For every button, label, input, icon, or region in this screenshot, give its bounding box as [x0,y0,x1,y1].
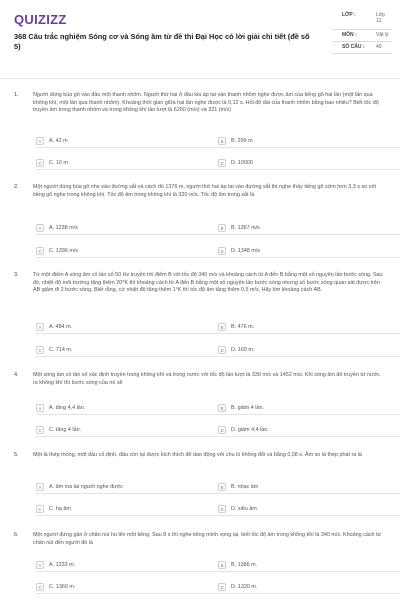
option-letter-badge: A [36,483,44,491]
option-d[interactable] [218,246,400,258]
meta-row-socau [332,42,392,54]
option-text: C. 1336 m/s [49,248,79,254]
option-a[interactable] [36,482,220,494]
option-letter-badge: C [36,247,44,255]
worksheet-header [14,10,389,72]
option-text: D. 1348 m/s [231,248,261,254]
option-a[interactable] [36,322,220,334]
meta-label-socau: SỐ CÂU : [342,44,365,50]
option-letter-badge: B [218,404,226,412]
option-text: A. 1333 m. [49,562,76,568]
option-letter-badge: B [218,224,226,232]
option-c[interactable] [36,345,220,357]
meta-label-lop: LỚP : [342,12,356,18]
option-text: D. 10000 [231,160,253,166]
option-text: B. nhạc âm [231,484,259,490]
question-number: 5. [14,452,19,458]
meta-value-lop: Lớp 12 [376,12,385,24]
option-text: A. tăng 4,4 lần. [49,405,86,411]
option-b[interactable] [218,223,400,235]
option-text: C. 1360 m. [49,584,76,590]
meta-panel [332,10,392,54]
option-text: C. 10 m [49,160,68,166]
option-d[interactable] [218,582,400,594]
option-letter-badge: C [36,505,44,513]
quizizz-logo: QUIZIZZ [14,12,67,27]
option-d[interactable] [218,158,400,170]
option-letter-badge: D [218,346,226,354]
option-b[interactable] [218,322,400,334]
option-text: D. giảm 4,4 lần. [231,427,269,433]
option-letter-badge: C [36,583,44,591]
meta-value-socau: 40 [376,44,382,50]
option-letter-badge: A [36,323,44,331]
option-d[interactable] [218,345,400,357]
option-text: B. giảm 4 lần. [231,405,264,411]
question-number: 3. [14,272,19,278]
option-a[interactable] [36,560,220,572]
question-text: Một sóng âm có tần số xác định truyền trong không khí và trong nước với tốc độ lần lượt là 330 m/s và 1452 m/s. Khi sóng âm đó truyền từ nước ra không khí thì bước sóng của nó sẽ [33,372,380,386]
option-c[interactable] [36,246,220,258]
question-text: Một người dùng búa gõ nhẹ vào đường sắt và cách đó 1376 m, người thứ hai áp tai vào đường sắt thì nghe thấy tiếng gõ sớm hơn 3,3 s so với tiếng gõ nghe trong không khí. Tốc độ âm trong không khí là 320 m/s. Tốc độ âm trong sắt là [33,184,377,198]
option-text: A. âm mà tai người nghe được [49,484,123,490]
option-letter-badge: D [218,247,226,255]
option-b[interactable] [218,403,400,415]
meta-label-mon: MÔN : [342,32,357,38]
option-letter-badge: D [218,583,226,591]
option-letter-badge: D [218,159,226,167]
question-number: 1. [14,92,19,98]
option-a[interactable] [36,403,220,415]
option-letter-badge: C [36,426,44,434]
option-d[interactable] [218,425,400,437]
meta-row-lop [332,10,392,30]
option-b[interactable] [218,136,400,148]
option-letter-badge: A [36,561,44,569]
option-c[interactable] [36,504,220,516]
option-c[interactable] [36,158,220,170]
meta-value-mon: Vật lý [376,32,389,38]
option-text: A. 1238 m/s [49,225,78,231]
option-letter-badge: B [218,483,226,491]
option-b[interactable] [218,482,400,494]
option-letter-badge: C [36,159,44,167]
question-text: Một người đứng gần ở chân núi hú lên một tiếng. Sau 8 s thì nghe tiếng mình vọng lại, biết tốc độ âm trong không khí là 340 m/s. Khoảng cách từ chân núi đến người đó là [33,532,382,546]
option-text: D. siêu âm [231,506,257,512]
option-text: B. 1386 m. [231,562,258,568]
option-letter-badge: B [218,323,226,331]
option-letter-badge: A [36,137,44,145]
option-text: B. 299 m [231,138,253,144]
option-letter-badge: A [36,404,44,412]
option-b[interactable] [218,560,400,572]
question-text: Một lá thép mỏng, một đầu cố định, đầu còn lại được kích thích để dao động với chu kì không đổi và bằng 0,08 s. Âm so lá thép phát ra là [33,452,362,458]
question-text: Từ một điểm A sóng âm có tần số 50 Hz truyền tới điểm B với tốc độ 340 m/s và khoảng cách từ A đến B bằng một số nguyên lần bước sóng. Sau đó, nhiệt độ môi trường tăng thêm 20°K thì khoảng cách từ A đến B bằng một số nguyên lần bước sóng nhưng số bước sóng quan sát được trên AB giảm đi 2 bước sóng. Biết rằng, cứ nhiệt độ tăng thêm 1°K thì tốc độ âm tăng thêm 0,5 m/s. Hãy tìm khoảng cách AB. [33,272,383,294]
option-d[interactable] [218,504,400,516]
meta-row-mon [332,30,392,42]
option-text: A. 42 m [49,138,68,144]
option-letter-badge: A [36,224,44,232]
question-text: Người dùng búa gõ vào đầu một thanh nhôm. Người thứ hai ở đầu kia áp tai vào thanh nhôm nghe được âm của tiếng gõ hai lần (một lần qua không khí, một lần qua thanh nhôm). Khoảng thời gian giữa hai lần nghe được là 0,12 s. Hỏi độ dài của thanh nhôm bằng bao nhiêu? Biết tốc độ truyền âm trong thanh nhôm và trong không khí lần lượt là 6260 (m/s) và 331 (m/s) [33,92,379,114]
header-divider [0,78,400,79]
option-text: D. 160 m. [231,347,255,353]
option-letter-badge: D [218,505,226,513]
option-c[interactable] [36,425,220,437]
option-text: B. 476 m. [231,324,255,330]
worksheet-title: 368 Câu trắc nghiệm Sóng cơ và Sóng âm từ đề thi Đại Học có lời giải chi tiết (đề số 5) [14,32,310,51]
option-c[interactable] [36,582,220,594]
question-number: 6. [14,532,19,538]
option-text: A. 484 m. [49,324,73,330]
option-text: B. 1367 m/s [231,225,260,231]
option-text: D. 1320 m. [231,584,258,590]
option-text: C. 714 m. [49,347,73,353]
option-a[interactable] [36,223,220,235]
option-letter-badge: C [36,346,44,354]
option-letter-badge: D [218,426,226,434]
option-text: C. tăng 4 lần. [49,427,82,433]
option-a[interactable] [36,136,220,148]
option-letter-badge: B [218,561,226,569]
option-letter-badge: B [218,137,226,145]
question-number: 4. [14,372,19,378]
question-number: 2. [14,184,19,190]
option-text: C. hạ âm [49,506,71,512]
